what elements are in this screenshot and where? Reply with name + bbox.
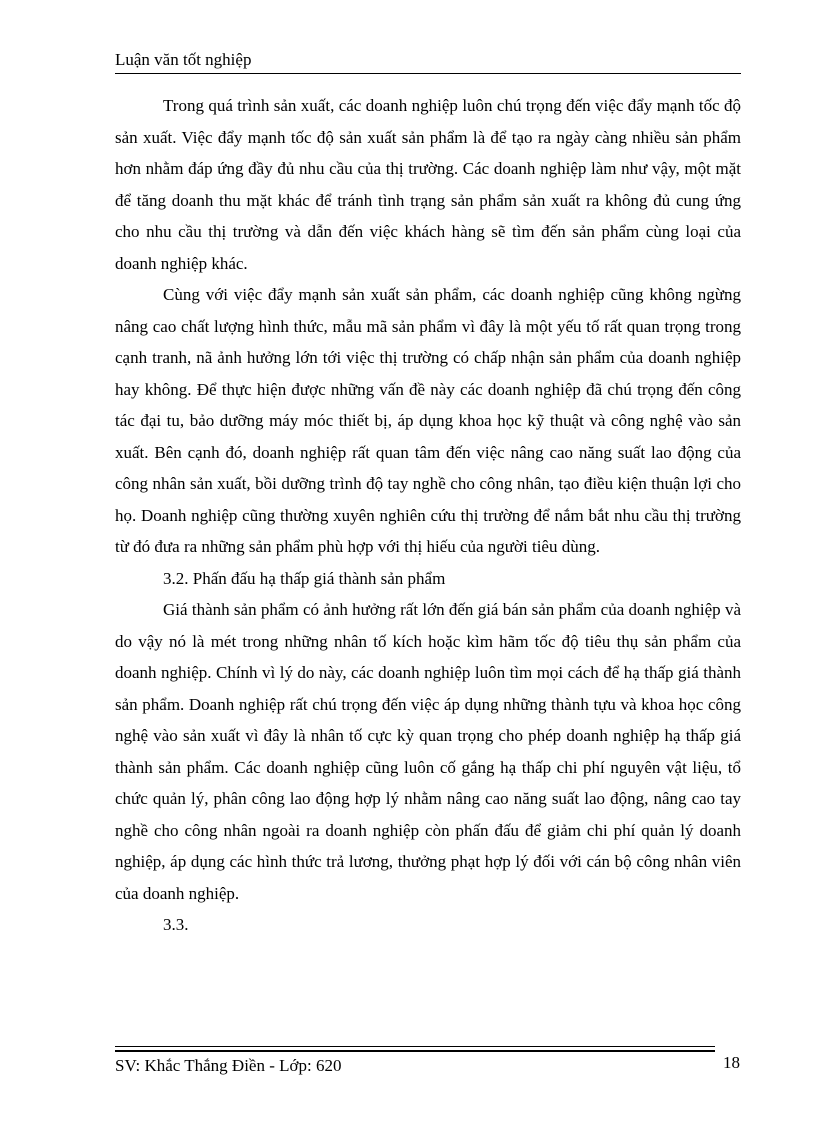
footer-author-line: SV: Khắc Thắng Điền - Lớp: 620 (115, 1056, 342, 1075)
running-header-title: Luận văn tốt nghiệp (115, 50, 252, 69)
header-divider (115, 73, 741, 74)
document-body (115, 90, 741, 941)
paragraph-production-speed: Trong quá trình sản xuất, các doanh nghiệp luôn chú trọng đến việc đẩy mạnh tốc độ sản xuất. Việc đẩy mạnh tốc độ sản xuất sản phẩm là để tạo ra ngày càng nhiều sản phẩm hơn nhằm đáp ứng đầy đủ nhu cầu của thị trường. Các doanh nghiệp làm như vậy, một mặt để tăng doanh thu mặt khác để tránh tình trạng sản phẩm sản xuất ra không đủ cung ứng cho nhu cầu thị trường và dẫn đến việc khách hàng sẽ tìm đến sản phẩm cùng loại của doanh nghiệp khác. (115, 96, 741, 273)
footer-divider-thin (115, 1046, 715, 1047)
section-heading-3-2: 3.2. Phấn đấu hạ thấp giá thành sản phẩm (163, 568, 446, 588)
paragraph-product-quality: Cùng với việc đẩy mạnh sản xuất sản phẩm, các doanh nghiệp cũng không ngừng nâng cao chất lượng hình thức, mẫu mã sản phẩm vì đây là một yếu tố rất quan trọng trong cạnh tranh, nã ảnh hưởng lớn tới việc thị trường có chấp nhận sản phẩm của doanh nghiệp hay không. Để thực hiện được những vấn đề này các doanh nghiệp đã chú trọng đến công tác đại tu, bảo dưỡng máy móc thiết bị, áp dụng khoa học kỹ thuật và công nghệ vào sản xuất. Bên cạnh đó, doanh nghiệp rất quan tâm đến việc nâng cao năng suất lao động của công nhân sản xuất, bồi dưỡng trình độ tay nghề cho công nhân, tạo điều kiện thuận lợi cho họ. Doanh nghiệp cũng thường xuyên nghiên cứu thị trường để nắm bắt nhu cầu thị trường từ đó đưa ra những sản phẩm phù hợp với thị hiếu của người tiêu dùng. (115, 285, 741, 556)
footer-divider-thick (115, 1050, 715, 1052)
paragraph-cost-reduction: Giá thành sản phẩm có ảnh hưởng rất lớn đến giá bán sản phẩm của doanh nghiệp và do vậy nó là mét trong những nhân tố kích hoặc kìm hãm tốc độ tiêu thụ sản phẩm của doanh nghiệp. Chính vì lý do này, các doanh nghiệp luôn tìm mọi cách để hạ thấp giá thành sản phẩm. Doanh nghiệp rất chú trọng đến việc áp dụng những thành tựu và khoa học công nghệ vào sản xuất vì đây là nhân tố cực kỳ quan trọng cho phép doanh nghiệp hạ thấp giá thành sản phẩm. Các doanh nghiệp cũng luôn cố gắng hạ thấp chi phí nguyên vật liệu, tổ chức quản lý, phân công lao động hợp lý nhằm nâng cao năng suất lao động, nâng cao tay nghề cho công nhân ngoài ra doanh nghiệp còn phấn đấu để giảm chi phí quản lý doanh nghiệp, áp dụng các hình thức trả lương, thưởng phạt hợp lý đối với cán bộ công nhân viên của doanh nghiệp. (115, 600, 741, 903)
section-heading-3-3: 3.3. (163, 915, 189, 934)
page-number: 18 (723, 1053, 740, 1072)
